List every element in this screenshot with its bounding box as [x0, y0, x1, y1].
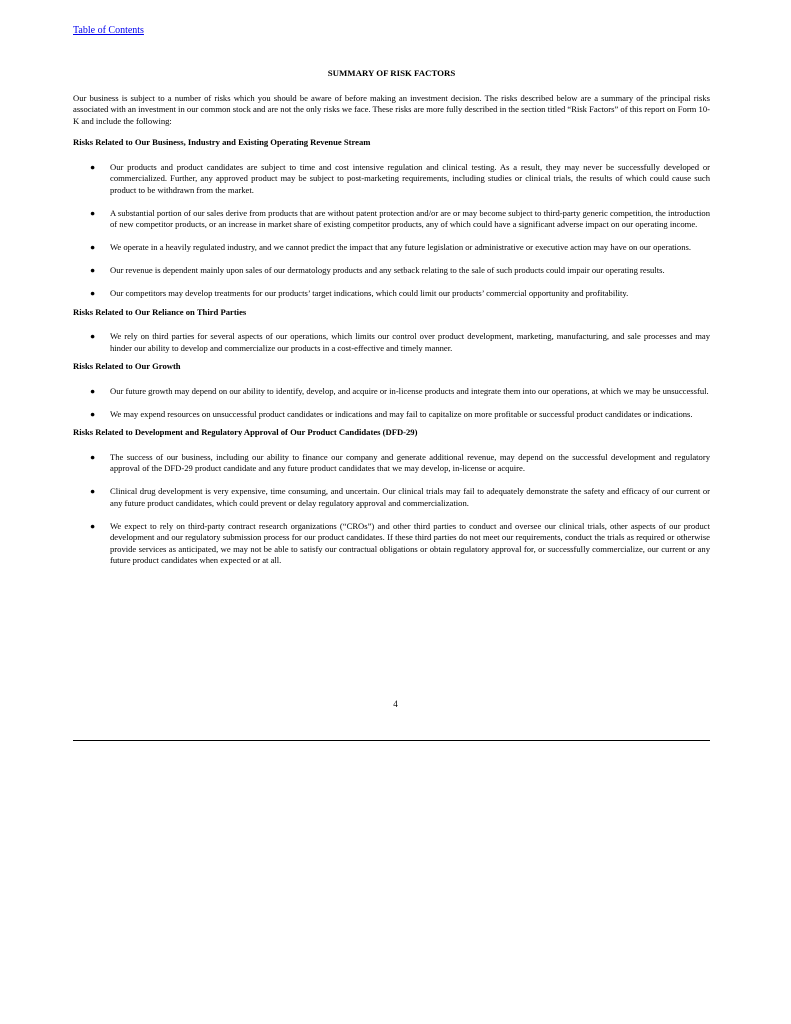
risk-item	[73, 521, 710, 567]
section-heading-third-parties: Risks Related to Our Reliance on Third Parties	[73, 306, 247, 317]
section-heading-business: Risks Related to Our Business, Industry and Existing Operating Revenue Stream	[73, 137, 371, 147]
risk-text: Our revenue is dependent mainly upon sales of our dermatology products and any setback relating to the sale of such products could impair our operating results.	[110, 265, 665, 275]
risk-list-development	[73, 452, 710, 567]
risk-list-growth	[73, 386, 710, 421]
risk-text: The success of our business, including our ability to finance our company and generate additional revenue, may depend on the successful development and regulatory approval of the DFD-29 product candidate and any future product candidates that we may develop, in-license or acquire.	[110, 451, 710, 473]
bullet-icon: ●	[90, 207, 96, 218]
bullet-icon: ●	[90, 161, 96, 172]
risk-text: Our competitors may develop treatments for our products’ target indications, which could limit our products’ commercial opportunity and profitability.	[110, 288, 629, 298]
risk-text: Our future growth may depend on our ability to identify, develop, and acquire or in-license products and integrate them into our operations, at which we may be unsuccessful.	[110, 385, 709, 396]
risk-text: A substantial portion of our sales derive from products that are without patent protection and/or are or may become subject to third-party generic competition, the introduction of new competitor products, or an increase in market share of existing competitor products, any of which could have a significant adverse impact on our operating income.	[110, 207, 710, 229]
footer-divider	[73, 740, 710, 741]
risk-item	[73, 486, 710, 509]
bullet-icon: ●	[90, 408, 96, 419]
bullet-icon: ●	[90, 451, 96, 462]
risk-item	[73, 452, 710, 475]
bullet-icon: ●	[90, 486, 96, 496]
risk-text: We rely on third parties for several aspects of our operations, which limits our control over product development, marketing, manufacturing, and sale processes and may hinder our ability to develop and commercialize our products in a cost-effective and timely manner.	[110, 331, 710, 353]
risk-item	[73, 288, 710, 300]
intro-paragraph: Our business is subject to a number of risks which you should be aware of before making an investment decision. The risks described below are a summary of the principal risks associated with an investment in our common stock and are not the only risks we face. These risks are more fully described in the section titled “Risk Factors” of this report on Form 10-K and include the following:	[73, 92, 710, 126]
section-heading-growth: Risks Related to Our Growth	[73, 361, 181, 371]
risk-item	[73, 265, 710, 277]
risk-list-business	[73, 162, 710, 300]
risk-text: Clinical drug development is very expensive, time consuming, and uncertain. Our clinical trials may fail to adequately demonstrate the safety and efficacy of our current or any future product candidates, which could prevent or delay regulatory approval and commercialization.	[110, 486, 710, 508]
risk-text: We may expend resources on unsuccessful product candidates or indications and may fail to capitalize on more profitable or successful product candidates or indications.	[110, 408, 693, 419]
bullet-icon: ●	[90, 385, 96, 396]
risk-text: Our products and product candidates are subject to time and cost intensive regulation and clinical testing. As a result, they may never be successfully developed or commercialized. Further, any approved product may be subject to post-marketing requirements, including studies or clinical trials, the results of which could cause such product to be withdrawn from the market.	[110, 161, 710, 195]
risk-text: We operate in a heavily regulated industry, and we cannot predict the impact that any future legislation or administrative or executive action may have on our operations.	[110, 242, 692, 252]
risk-item	[73, 409, 710, 421]
risk-item	[73, 242, 710, 254]
risk-item	[73, 208, 710, 231]
bullet-icon: ●	[90, 331, 96, 341]
bullet-icon: ●	[90, 265, 96, 275]
page-title: SUMMARY OF RISK FACTORS	[327, 68, 456, 78]
risk-text: We expect to rely on third-party contract research organizations (“CROs”) and other third parties to conduct and oversee our clinical trials, other aspects of our product development and our regulatory submission process for our product candidates. If these third parties do not meet our requirements, conduct the trials as required or otherwise provide services as anticipated, we may not be able to satisfy our contractual obligations or obtain regulatory approval for, or successfully commercialize, our current or any future product candidates when expected or at all.	[110, 520, 710, 565]
bullet-icon: ●	[90, 242, 96, 252]
bullet-icon: ●	[90, 288, 96, 298]
bullet-icon: ●	[90, 520, 96, 531]
page-number: 4	[393, 699, 398, 709]
risk-item	[73, 162, 710, 197]
section-heading-development: Risks Related to Development and Regulatory Approval of Our Product Candidates (DFD-29)	[73, 427, 418, 437]
risk-item	[73, 331, 710, 354]
risk-list-third-parties	[73, 331, 710, 354]
risk-item	[73, 386, 710, 398]
table-of-contents-link[interactable]: Table of Contents	[73, 25, 144, 36]
document-page	[73, 68, 710, 574]
